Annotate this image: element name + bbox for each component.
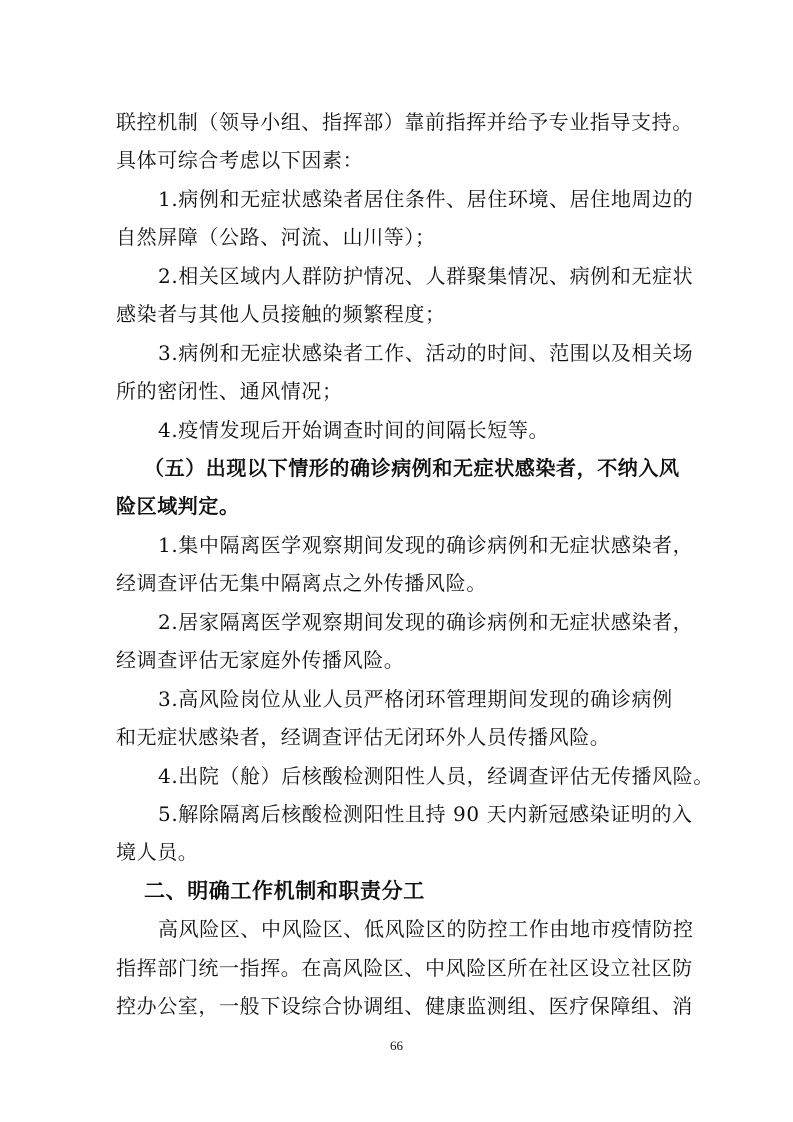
list-item-1: 1.集中隔离医学观察期间发现的确诊病例和无症状感染者， <box>158 533 694 557</box>
list-item-2: 2.相关区域内人群防护情况、人群聚集情况、病例和无症状 <box>158 264 694 288</box>
list-item-2: 2.居家隔离医学观察期间发现的确诊病例和无症状感染者， <box>158 610 694 634</box>
body-text-line: 所的密闭性、通风情况； <box>116 379 343 403</box>
body-text-line: 经调查评估无集中隔离点之外传播风险。 <box>116 571 487 595</box>
page-number: 66 <box>390 1038 403 1053</box>
list-item-5: 5.解除隔离后核酸检测阳性且持 90 天内新冠感染证明的入 <box>158 802 693 826</box>
body-text-line: 境人员。 <box>116 840 199 864</box>
body-text-line: 指挥部门统一指挥。在高风险区、中风险区所在社区设立社区防 <box>116 956 693 980</box>
section-subheading: 险区域判定。 <box>116 494 240 518</box>
section-subheading: （五）出现以下情形的确诊病例和无症状感染者，不纳入风 <box>144 456 680 480</box>
body-text-line: 具体可综合考虑以下因素： <box>116 148 364 172</box>
list-item-1: 1.病例和无症状感染者居住条件、居住环境、居住地周边的 <box>158 187 694 211</box>
section-heading: 二、明确工作机制和职责分工 <box>144 879 425 903</box>
body-text-line: 自然屏障（公路、河流、山川等）； <box>116 225 436 249</box>
body-text-line: 联控机制（领导小组、指挥部）靠前指挥并给予专业指导支持。 <box>116 110 693 134</box>
list-item-4: 4.出院（舱）后核酸检测阳性人员，经调查评估无传播风险。 <box>158 764 714 788</box>
list-item-3: 3.病例和无症状感染者工作、活动的时间、范围以及相关场 <box>158 341 694 365</box>
list-item-3: 3.高风险岗位从业人员严格闭环管理期间发现的确诊病例 <box>158 687 673 711</box>
list-item-4: 4.疫情发现后开始调查时间的间隔长短等。 <box>158 418 550 442</box>
body-text-line: 感染者与其他人员接触的频繁程度； <box>116 302 446 326</box>
body-text-line: 高风险区、中风险区、低风险区的防控工作由地市疫情防控 <box>158 917 694 941</box>
body-text-line: 控办公室，一般下设综合协调组、健康监测组、医疗保障组、消 <box>116 994 693 1018</box>
body-text-line: 和无症状感染者，经调查评估无闭环外人员传播风险。 <box>116 725 611 749</box>
body-text-line: 经调查评估无家庭外传播风险。 <box>116 648 405 672</box>
